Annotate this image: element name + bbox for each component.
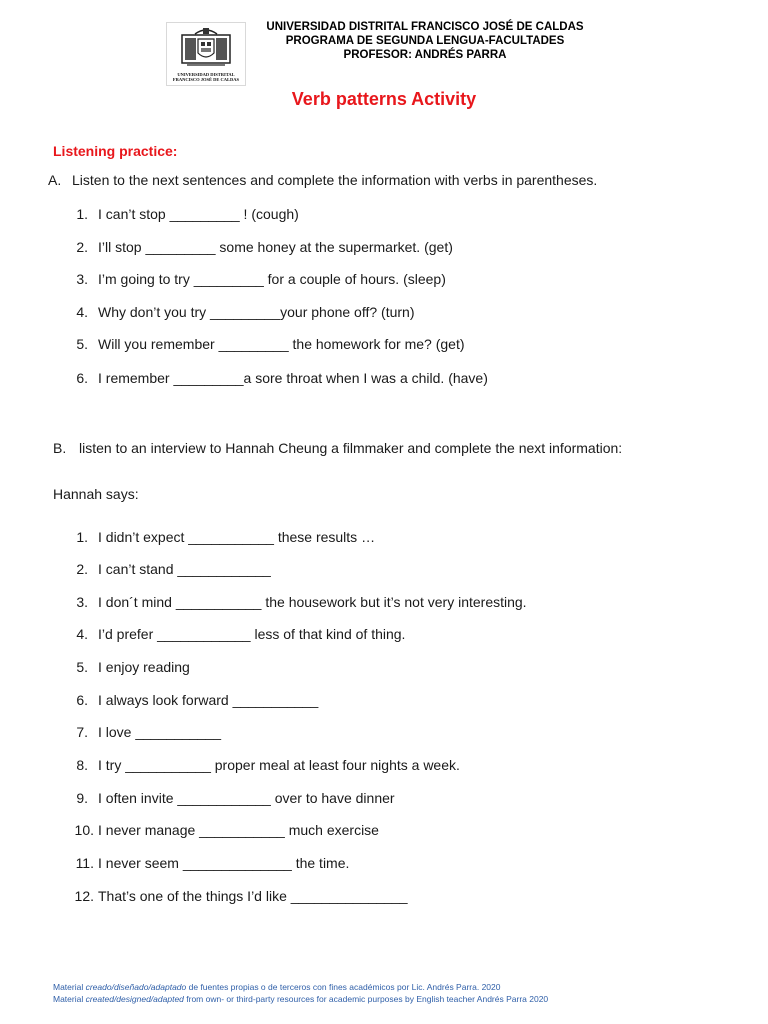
part-b-item-text: I try ___________ proper meal at least four nights a week. <box>98 757 460 773</box>
footer-text: Material <box>53 994 86 1004</box>
header-professor: PROFESOR: ANDRÉS PARRA <box>343 49 507 61</box>
university-logo <box>166 22 246 86</box>
part-b-sub-label: Hannah says: <box>53 486 139 502</box>
part-b-item-number: 7. <box>76 724 88 740</box>
crest-icon <box>181 27 231 71</box>
footer-line-spanish <box>53 982 500 992</box>
logo-text-line2: FRANCISCO JOSÉ DE CALDAS <box>172 77 240 82</box>
section-title: Listening practice: <box>53 143 178 159</box>
footer-italic-text: created/designed/adapted <box>85 994 184 1004</box>
part-b-item-number: 3. <box>76 594 88 610</box>
part-b-label: B. <box>53 440 67 456</box>
part-b-item-text: I enjoy reading <box>98 659 190 675</box>
part-a-item-text: I remember _________a sore throat when I was a child. (have) <box>98 370 488 386</box>
part-b-item-number: 8. <box>76 757 88 773</box>
part-a-item-number: 3. <box>76 271 88 287</box>
footer-text: from own- or third-party resources for academic purposes by English teacher Andrés Parra 2020 <box>183 994 549 1004</box>
part-a-item-number: 2. <box>76 239 88 255</box>
page-title: Verb patterns Activity <box>291 89 477 109</box>
header-program: PROGRAMA DE SEGUNDA LENGUA-FACULTADES <box>285 35 565 47</box>
footer-text: de fuentes propias o de terceros con fines académicos por Lic. Andrés Parra. 2020 <box>186 982 501 992</box>
part-b-item-number: 4. <box>76 626 88 642</box>
part-a-item-number: 4. <box>76 304 88 320</box>
part-b-item-number: 2. <box>76 561 88 577</box>
part-b-item-number: 1. <box>76 529 88 545</box>
part-b-instruction: listen to an interview to Hannah Cheung a filmmaker and complete the next information: <box>79 440 623 456</box>
part-a-item-number: 1. <box>76 206 88 222</box>
part-b-item-text: I never seem ______________ the time. <box>98 855 350 871</box>
part-b-item-number: 12. <box>74 888 94 904</box>
part-a-item-text: Will you remember _________ the homework for me? (get) <box>98 336 465 352</box>
part-a-label: A. <box>48 172 62 188</box>
part-a-item-number: 5. <box>76 336 88 352</box>
part-a-item-text: I can’t stop _________ ! (cough) <box>98 206 299 222</box>
footer-line-english <box>53 994 548 1004</box>
part-b-item-text: I always look forward ___________ <box>98 692 319 708</box>
footer-italic-text: creado/diseñado/adaptado <box>85 982 187 992</box>
part-a-item-number: 6. <box>76 370 88 386</box>
header-university: UNIVERSIDAD DISTRITAL FRANCISCO JOSÉ DE CALDAS <box>266 21 584 33</box>
part-b-item-text: I can’t stand ____________ <box>98 561 271 577</box>
logo-text-line1: UNIVERSIDAD DISTRITAL <box>177 72 235 77</box>
part-b-item-text: I don´t mind ___________ the housework but it’s not very interesting. <box>98 594 527 610</box>
part-a-item-text: Why don’t you try _________your phone off? (turn) <box>98 304 415 320</box>
part-b-item-text: That’s one of the things I’d like _______________ <box>98 888 408 904</box>
part-b-item-number: 11. <box>75 855 94 871</box>
part-b-item-number: 9. <box>76 790 88 806</box>
part-b-item-text: I’d prefer ____________ less of that kind of thing. <box>98 626 406 642</box>
part-b-item-text: I love ___________ <box>98 724 221 740</box>
part-b-item-number: 5. <box>76 659 88 675</box>
part-b-item-number: 10. <box>74 822 94 838</box>
part-a-item-text: I’ll stop _________ some honey at the supermarket. (get) <box>98 239 453 255</box>
footer-text: Material <box>53 982 86 992</box>
part-b-item-text: I never manage ___________ much exercise <box>98 822 379 838</box>
part-a-item-text: I’m going to try _________ for a couple of hours. (sleep) <box>98 271 446 287</box>
part-b-item-text: I didn’t expect ___________ these results … <box>98 529 376 545</box>
part-a-instruction: Listen to the next sentences and complete the information with verbs in parentheses. <box>72 172 598 188</box>
part-b-item-text: I often invite ____________ over to have dinner <box>98 790 395 806</box>
part-b-item-number: 6. <box>76 692 88 708</box>
